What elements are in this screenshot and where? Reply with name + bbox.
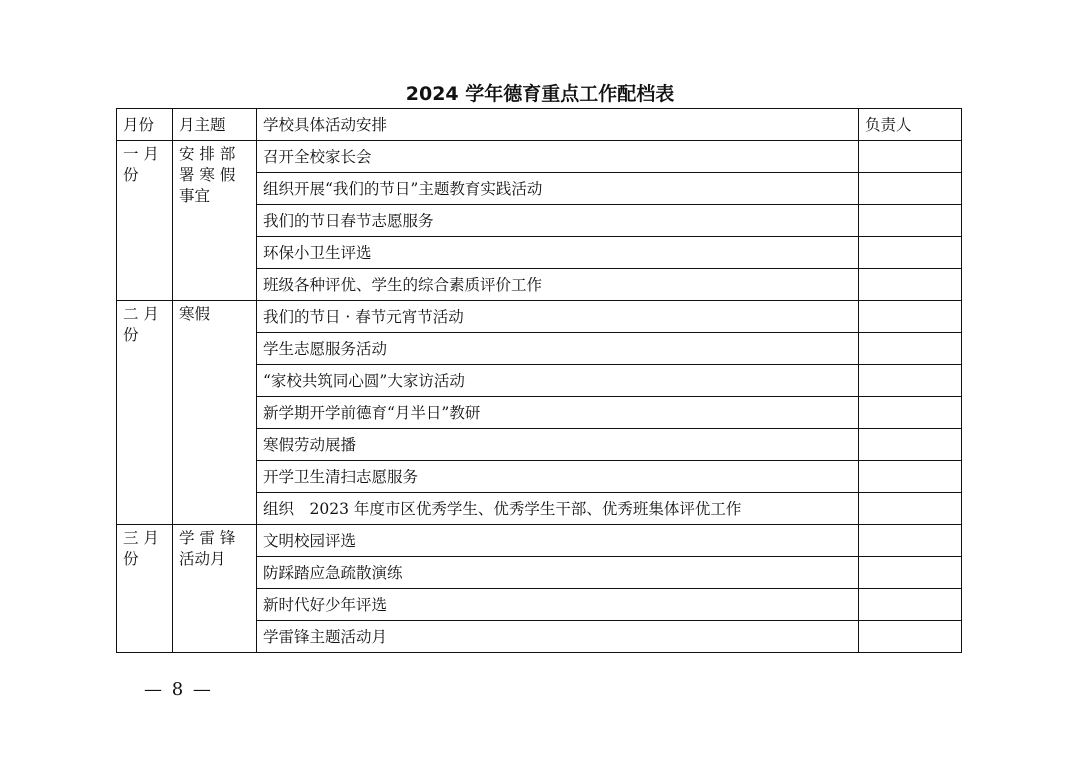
document-title: 2024 学年德育重点工作配档表	[405, 83, 675, 105]
theme-label-line3: 事宜	[179, 187, 211, 205]
theme-label-line2: 署 寒 假	[179, 166, 236, 184]
theme-label-line1: 安 排 部	[179, 145, 236, 163]
activity-cell: 召开全校家长会	[257, 141, 859, 173]
theme-cell-february	[173, 301, 257, 525]
activity-cell: 组织开展“我们的节日”主题教育实践活动	[257, 173, 859, 205]
theme-label-line2: 活动月	[179, 550, 226, 568]
activity-cell: 我们的节日 · 春节元宵节活动	[257, 301, 859, 333]
owner-cell	[859, 269, 962, 301]
owner-cell	[859, 589, 962, 621]
month-label-line1: 三 月	[123, 529, 159, 547]
header-activities: 学校具体活动安排	[257, 109, 859, 141]
month-label-line2: 份	[123, 166, 139, 184]
month-label-line1: 二 月	[123, 305, 159, 323]
activity-cell: 班级各种评优、学生的综合素质评价工作	[257, 269, 859, 301]
header-month: 月份	[117, 109, 173, 141]
moral-education-plan-table	[116, 108, 962, 653]
activity-cell: “家校共筑同心圆”大家访活动	[257, 365, 859, 397]
owner-cell	[859, 429, 962, 461]
owner-cell	[859, 461, 962, 493]
month-label-line2: 份	[123, 326, 139, 344]
activity-cell: 新学期开学前德育“月半日”教研	[257, 397, 859, 429]
owner-cell	[859, 173, 962, 205]
theme-label-line1: 学 雷 锋	[179, 529, 236, 547]
owner-cell	[859, 301, 962, 333]
activity-cell: 开学卫生清扫志愿服务	[257, 461, 859, 493]
owner-cell	[859, 557, 962, 589]
activity-cell: 组织 2023 年度市区优秀学生、优秀学生干部、优秀班集体评优工作	[257, 493, 859, 525]
header-owner: 负责人	[859, 109, 962, 141]
owner-cell	[859, 365, 962, 397]
activity-cell: 文明校园评选	[257, 525, 859, 557]
owner-cell	[859, 237, 962, 269]
activity-cell: 学雷锋主题活动月	[257, 621, 859, 653]
owner-cell	[859, 333, 962, 365]
owner-cell	[859, 621, 962, 653]
month-cell-january	[117, 141, 173, 301]
activity-cell: 我们的节日春节志愿服务	[257, 205, 859, 237]
table-header-row	[117, 109, 962, 141]
owner-cell	[859, 397, 962, 429]
activity-cell: 环保小卫生评选	[257, 237, 859, 269]
owner-cell	[859, 525, 962, 557]
activity-cell: 防踩踏应急疏散演练	[257, 557, 859, 589]
owner-cell	[859, 205, 962, 237]
activity-cell: 新时代好少年评选	[257, 589, 859, 621]
theme-cell-january	[173, 141, 257, 301]
theme-cell-march	[173, 525, 257, 653]
month-label-line2: 份	[123, 550, 139, 568]
activity-cell: 学生志愿服务活动	[257, 333, 859, 365]
theme-label-line1: 寒假	[179, 305, 211, 323]
page-number: — 8 —	[144, 679, 213, 700]
table-row	[117, 525, 962, 557]
month-cell-march	[117, 525, 173, 653]
table-row	[117, 301, 962, 333]
month-label-line1: 一 月	[123, 145, 159, 163]
table-row	[117, 141, 962, 173]
activity-cell: 寒假劳动展播	[257, 429, 859, 461]
month-cell-february	[117, 301, 173, 525]
owner-cell	[859, 141, 962, 173]
owner-cell	[859, 493, 962, 525]
header-theme: 月主题	[173, 109, 257, 141]
